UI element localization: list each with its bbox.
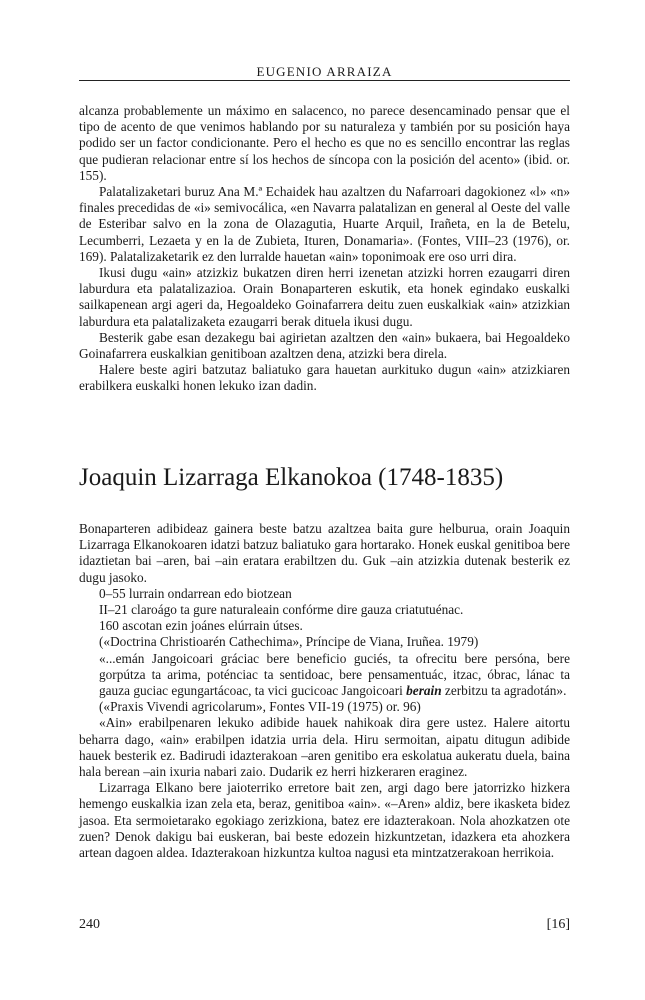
page <box>79 0 570 1000</box>
quote-text-end: zerbitzu ta agradotán». <box>441 683 567 699</box>
folio-number: [16] <box>546 917 570 932</box>
citation-line: («Praxis Vivendi agricolarum», Fontes VII-19 (1975) or. 96) <box>99 699 421 715</box>
body-text-section <box>79 521 570 861</box>
example-line: 0–55 lurrain ondarrean edo biotzean <box>99 585 292 601</box>
citation-line: («Doctrina Christioarén Cathechima», Príncipe de Viana, Iruñea. 1979) <box>99 634 479 650</box>
paragraph-lizarraga: Lizarraga Elkano bere jaioterriko erretore bait zen, argi dago bere jatorrizko hizkera hemengo euskalkia izan zela eta, beraz, genitiboa «ain». «–Aren» aldiz, bere ikasketa bidez jasoa. Eta sermoietarako egokiago zerizkiona, batez ere idazterakoan. Nola ahozkatzen ote zuen? Denok dakigu bai euskeran, bai beste edozein hizkuntzetan, idazkera eta ahozkera artean dagoen aldea. Idazterakoan hizkuntza kultoa nagusi eta mintzatzerakoan herrikoia. <box>79 780 570 861</box>
section-heading: Joaquin Lizarraga Elkanokoa (1748-1835) <box>79 464 504 491</box>
quote-text: «...emán Jangoicoari gráciac bere beneficio guciés, ta ofrecitu bere persóna, bere gorpútza ta arima, poténciac ta sentidoac, bere pensamentuác, itzac, óbrac, lánac ta gauza guciac egungartácoac, ta vici gucicoac Jangoicoari <box>99 650 570 699</box>
example-quote <box>79 651 570 700</box>
paragraph-usage: «Ain» erabilpenaren lekuko adibide hauek nahikoak dira gere ustez. Halere aitortu beharra dago, «ain» erabilpen idatzia urria dela. Hiru sermoitan, aipatu ditugun adibide hauek besterik ez. Badirudi idazterakoan –aren genitibo era eskolatua aukeratu duela, baina hala berean –ain ixuria nabari zaio. Dudarik ez herri hizkeraren eraginez. <box>79 715 570 780</box>
example-line: II–21 claroágo ta gure naturaleain confórme dire gauza criatutuénac. <box>99 602 464 618</box>
running-head: EUGENIO ARRAIZA <box>256 64 393 79</box>
paragraph-transition: Halere beste agiri batzutaz baliatuko gara hauetan aurkituko dugun «ain» atzizkiaren erabilkera euskalki honen lekuko izan dadin. <box>79 362 570 394</box>
header-rule <box>79 80 570 81</box>
paragraph-suffix-features: Ikusi dugu «ain» atzizkiz bukatzen diren herri izenetan atzizki horren ezaugarri diren laburdura eta palatalizazioa. Orain Bonaparteren eskutik, eta honek egindako euskalki sailkapenean argi ageri da, Hegoaldeko Goinafarrera deitu zuen euskalkiak «ain» atzizkian laburdura eta palatalizaketa ezaugarri berak dituela ikusi dugu. <box>79 265 570 329</box>
body-text-top <box>79 103 570 395</box>
paragraph-palatalization: Palatalizaketari buruz Ana M.ª Echaidek hau azaltzen du Nafarroari dagokionez «l» «n» finales precedidas de «i» semivocálica, «en Navarra palatalizan en general al Oeste del valle de Esteribar salvo en la zona de Olazagutia, Huarte Arquil, Irañeta, en la de Betelu, Lecumberri, Lezaeta y en la de Zubieta, Ituren, Donamaria». (Fontes, VIII–23 (1976), or. 169). Palatalizaketarik ez den lurralde hauetan «ain» toponimoak ere oso urri dira. <box>79 184 571 264</box>
quote-emphasis: berain <box>406 683 442 699</box>
paragraph-conclusion: Besterik gabe esan dezakegu bai agirietan azaltzen den «ain» bukaera, bai Hegoaldeko Goinafarrera euskalkian genitiboan azaltzen dena, atzizki bera direla. <box>79 329 570 362</box>
example-line: 160 ascotan ezin joánes elúrrain útses. <box>99 618 303 634</box>
paragraph-intro: Bonaparteren adibideaz gainera beste batzu azaltzea baita gure helburua, orain Joaquin Lizarraga Elkanokoaren idatzi batzuz baliatuko gara hortarako. Honek euskal genitiboa bere idaztietan bai –aren, bai –ain eratara erabiltzen du. Guk –ain atzizkia dutenak besterik ez dugu jasoko. <box>79 521 570 585</box>
paragraph-continuation: alcanza probablemente un máximo en salacenco, no parece desencaminado pensar que el tipo de acento de que venimos hablando por su naturaleza y también por su posición haya podido ser un factor condicionante. Pero el hecho es que no es sencillo encontrar las reglas que pudieran relacionar entre sí los hechos de síncopa con la posición del acento» (ibid. or. 155). <box>79 103 570 183</box>
page-number: 240 <box>79 917 100 932</box>
